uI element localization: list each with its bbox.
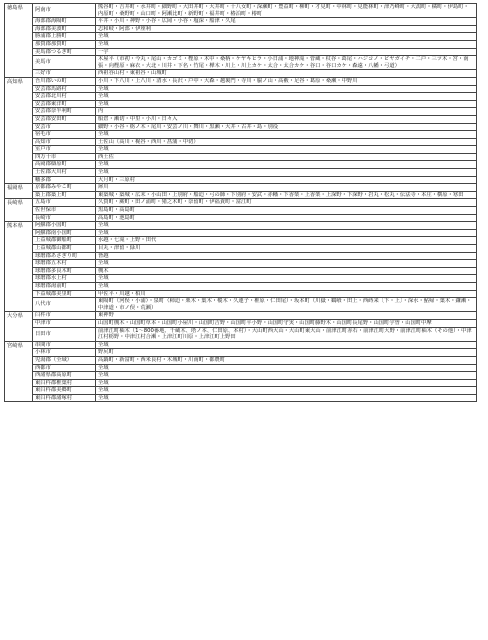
municipality-cell: 串間市 (33, 341, 96, 349)
table-row (5, 372, 477, 380)
table-row (5, 48, 477, 56)
municipality-cell: 美馬市 (33, 56, 96, 70)
municipality-cell: 下益城郡美里町 (33, 290, 96, 298)
municipality-cell: 上益城郡御船町 (33, 237, 96, 245)
table-row (5, 252, 477, 260)
municipality-cell: 高知市 (33, 138, 96, 146)
municipality-cell: 安芸郡東洋町 (33, 100, 96, 108)
table-row (5, 100, 477, 108)
municipality-cell: 阿蘇郡小国町 (33, 222, 96, 230)
area-cell: 木屋平（市初・今丸・尾山・カゴミ・樫原・木中・桑柄・ケヤキヒラ・小日浦・地神滝・菅蔵・杖谷・葛尾・ハジコノ・ピヤガイチ・二戸・三ツ木・宮・南張・向樫原・麻衣・大北・川井・下名・竹尾・樺木・川上・川上カケ・太合・太合カケ・谷口・谷口カケ・森遠・八幡・弓道） (96, 56, 477, 70)
municipality-cell: 球磨郡多良木町 (33, 267, 96, 275)
table-row (5, 290, 477, 298)
area-cell: 高島町・池島町 (96, 214, 477, 222)
area-cell: 甲佐平・川越・柏川 (96, 290, 477, 298)
area-cell: 丙 (96, 108, 477, 116)
municipality-cell: 三好市 (33, 70, 96, 78)
area-cell: 全域 (96, 40, 477, 48)
municipality-cell: 安芸郡奈半利町 (33, 108, 96, 116)
table-row (5, 275, 477, 283)
municipality-cell: 高岡郡檮原町 (33, 161, 96, 169)
table-row (5, 146, 477, 154)
area-cell: 全域 (96, 222, 477, 230)
table-row (5, 176, 477, 184)
table-row (5, 237, 477, 245)
municipality-cell: 那賀郡那賀町 (33, 40, 96, 48)
area-cell: 犀川 (96, 184, 477, 192)
table-row (5, 312, 477, 320)
municipality-cell: 東臼杵郡椎葉村 (33, 379, 96, 387)
prefecture-cell: 宮崎県 (5, 341, 33, 402)
area-cell: 全域 (96, 387, 477, 395)
municipality-cell: 球磨郡湯前町 (33, 282, 96, 290)
municipality-cell: 東臼杵郡美郷町 (33, 387, 96, 395)
area-cell: 全域 (96, 372, 477, 380)
table-row (5, 25, 477, 33)
area-cell: 小川・下八川・上八川・清水・長沢・戸中・大森・越裏門・寺川・脇ノ山・高薮・足谷・葛原・桑瀬・中野川 (96, 77, 477, 85)
municipality-cell: 中津市 (33, 319, 96, 327)
area-cell: 全域 (96, 282, 477, 290)
area-cell: 土佐山（高川・梶谷・西川・菖蒲・中切） (96, 138, 477, 146)
table-row (5, 85, 477, 93)
municipality-cell: 小林市 (33, 349, 96, 357)
area-cell: 水越・七滝・上野・田代 (96, 237, 477, 245)
area-cell: 高鍋町・新富町・西米良村・木城町・川南町・都農町 (96, 356, 477, 364)
municipality-cell: 安芸郡北川村 (33, 93, 96, 101)
table-row (5, 115, 477, 123)
area-cell: 前津江町柚木（1～800番地、千蔵木、塔ノ本、仁田原、本村）・大山町西大山・大山町東大山・前津江町赤石・前津江町大野・前津江町柚木（その他）・中津江村栃野・中津江村合瀬・上津江町川原・上津江町上野田 (96, 327, 477, 341)
area-cell: 全域 (96, 100, 477, 108)
table-row (5, 153, 477, 161)
table-row (5, 349, 477, 357)
area-cell: 細野・小谷・栃ノ木・尾川・安芸ノ川・舞川・黒瀬・大井・古井・島・別役 (96, 123, 477, 131)
municipality-cell: 西都市 (33, 364, 96, 372)
municipality-cell: 臼杵市 (33, 312, 96, 320)
area-cell: 全域 (96, 85, 477, 93)
municipality-cell: 安芸市 (33, 123, 96, 131)
municipality-cell: 八代市 (33, 298, 96, 312)
area-cell: 皆越 (96, 252, 477, 260)
area-table (4, 3, 477, 402)
area-cell: 全域 (96, 229, 477, 237)
area-cell: 西土佐 (96, 153, 477, 161)
area-cell: 全域 (96, 131, 477, 139)
table-row (5, 356, 477, 364)
table-row (5, 199, 477, 207)
area-cell: 全域 (96, 341, 477, 349)
prefecture-cell: 高知県 (5, 77, 33, 183)
municipality-cell: 幡多郡 (33, 176, 96, 184)
table-row (5, 77, 477, 85)
area-cell: 野尻町 (96, 349, 477, 357)
table-row (5, 123, 477, 131)
area-cell: 船倉・瀬切・中里・小川・日々入 (96, 115, 477, 123)
area-cell: 槻木 (96, 267, 477, 275)
municipality-cell: 安芸郡安田町 (33, 115, 96, 123)
table-row (5, 93, 477, 101)
table-row (5, 184, 477, 192)
table-row (5, 267, 477, 275)
table-row (5, 18, 477, 26)
table-row (5, 341, 477, 349)
table-row (5, 319, 477, 327)
area-cell: 東築城・築城・広末・小山田・上別府・船迫・弓の師・下別府・安武・赤幡・下香楽・上香楽・上深野・下深野・岩丸・松丸・伝法寺・本庄・横原・寒田 (96, 191, 477, 199)
municipality-cell: 土佐郡大川村 (33, 169, 96, 177)
municipality-cell: 球磨郡五木村 (33, 260, 96, 268)
municipality-cell: 児湯郡（全域） (33, 356, 96, 364)
municipality-cell: 勝浦郡上勝町 (33, 33, 96, 41)
table-row (5, 327, 477, 341)
municipality-cell: 東臼杵郡諸塚村 (33, 394, 96, 402)
table-row (5, 222, 477, 230)
municipality-cell: 五島市 (33, 199, 96, 207)
area-cell: 全域 (96, 364, 477, 372)
municipality-cell: 長崎市 (33, 214, 96, 222)
area-cell: 大月町・三原村 (96, 176, 477, 184)
table-row (5, 364, 477, 372)
area-cell: 全域 (96, 379, 477, 387)
area-cell: 全域 (96, 161, 477, 169)
area-cell: 久賀町・蕨町・田ノ浦町・猪之木町・奈留町・伊福貴町・富江町 (96, 199, 477, 207)
municipality-cell: 阿南市 (33, 4, 96, 18)
table-row (5, 245, 477, 253)
area-cell: 東陽町（河俣・小浦）・泉町（柿迫・栗木・葉木・樅木・久連子・椎原・仁田尾）・坂本町（川嶽・鶴喰・田上・西蒔来〔下・上〕・深水・鮎帰・葉木・鎌瀬・中津道・市ノ俣・荒瀬） (96, 298, 477, 312)
table-row (5, 40, 477, 48)
table-row (5, 33, 477, 41)
municipality-cell: 日田市 (33, 327, 96, 341)
area-cell: 全域 (96, 93, 477, 101)
prefecture-cell: 福岡県 (5, 184, 33, 199)
municipality-cell: 阿蘇郡南小国町 (33, 229, 96, 237)
area-cell: 全域 (96, 33, 477, 41)
municipality-cell: 安芸郡馬路村 (33, 85, 96, 93)
table-row (5, 379, 477, 387)
table-row (5, 169, 477, 177)
prefecture-cell: 大分県 (5, 312, 33, 341)
table-row (5, 70, 477, 78)
table-row (5, 282, 477, 290)
area-cell: 全域 (96, 169, 477, 177)
area-cell: 全域 (96, 260, 477, 268)
table-row (5, 108, 477, 116)
prefecture-cell: 熊本県 (5, 222, 33, 312)
area-cell: 山国町槻木・山国町草本・山国町小屋川・山国町吉野・山国町平小野・山国町守実・山国町藤野木・山国町長尾野・山国町宇曽・山国町中摩 (96, 319, 477, 327)
table-row (5, 260, 477, 268)
area-cell: 黒島町・高島町 (96, 207, 477, 215)
table-row (5, 214, 477, 222)
area-cell: 全域 (96, 394, 477, 402)
table-row (5, 56, 477, 70)
area-cell: 一宇 (96, 48, 477, 56)
municipality-cell: 海部郡海陽町 (33, 18, 96, 26)
area-cell: 目丸・津留・緑川 (96, 245, 477, 253)
municipality-cell: 室戸市 (33, 146, 96, 154)
area-cell: 西祖谷山村・東祖谷・山城町 (96, 70, 477, 78)
table-row (5, 394, 477, 402)
municipality-cell: 吾川郡いの町 (33, 77, 96, 85)
municipality-cell: 海部郡美波町 (33, 25, 96, 33)
area-cell: 平井・小川・神野・小谷・広岡・小谷・塩深・船津・久尾 (96, 18, 477, 26)
area-cell: 志和岐・阿部・伊座利 (96, 25, 477, 33)
area-cell: 全域 (96, 146, 477, 154)
municipality-cell: 球磨郡水上村 (33, 275, 96, 283)
municipality-cell: 上益城郡山都町 (33, 245, 96, 253)
area-cell: 全域 (96, 275, 477, 283)
table-row (5, 191, 477, 199)
table-row (5, 229, 477, 237)
table-row (5, 4, 477, 18)
table-row (5, 138, 477, 146)
table-row (5, 131, 477, 139)
table-row (5, 387, 477, 395)
municipality-cell: 宿毛市 (33, 131, 96, 139)
area-cell: 東神野 (96, 312, 477, 320)
table-row (5, 298, 477, 312)
delivery-area-table (4, 3, 477, 402)
prefecture-cell: 徳島県 (5, 4, 33, 78)
municipality-cell: 築上郡築上町 (33, 191, 96, 199)
municipality-cell: 四万十市 (33, 153, 96, 161)
table-row (5, 207, 477, 215)
area-cell: 熊谷町・吉井町・水井町・細野町・大田井町・大井町・十八女町・深瀬町・豊益町・柳町・才見町・中林町・見能林町・津乃峰町・大潟町・橘町・伊島町・内原町・桑野町・山口町・阿瀬比町・新野町・福井町・椿泊町・椿町 (96, 4, 477, 18)
municipality-cell: 京都郡みやこ町 (33, 184, 96, 192)
prefecture-cell: 長崎県 (5, 199, 33, 222)
municipality-cell: 佐世保市 (33, 207, 96, 215)
table-row (5, 161, 477, 169)
municipality-cell: 美馬郡つるぎ町 (33, 48, 96, 56)
municipality-cell: 球磨郡あさぎり町 (33, 252, 96, 260)
municipality-cell: 西諸県郡高原町 (33, 372, 96, 380)
